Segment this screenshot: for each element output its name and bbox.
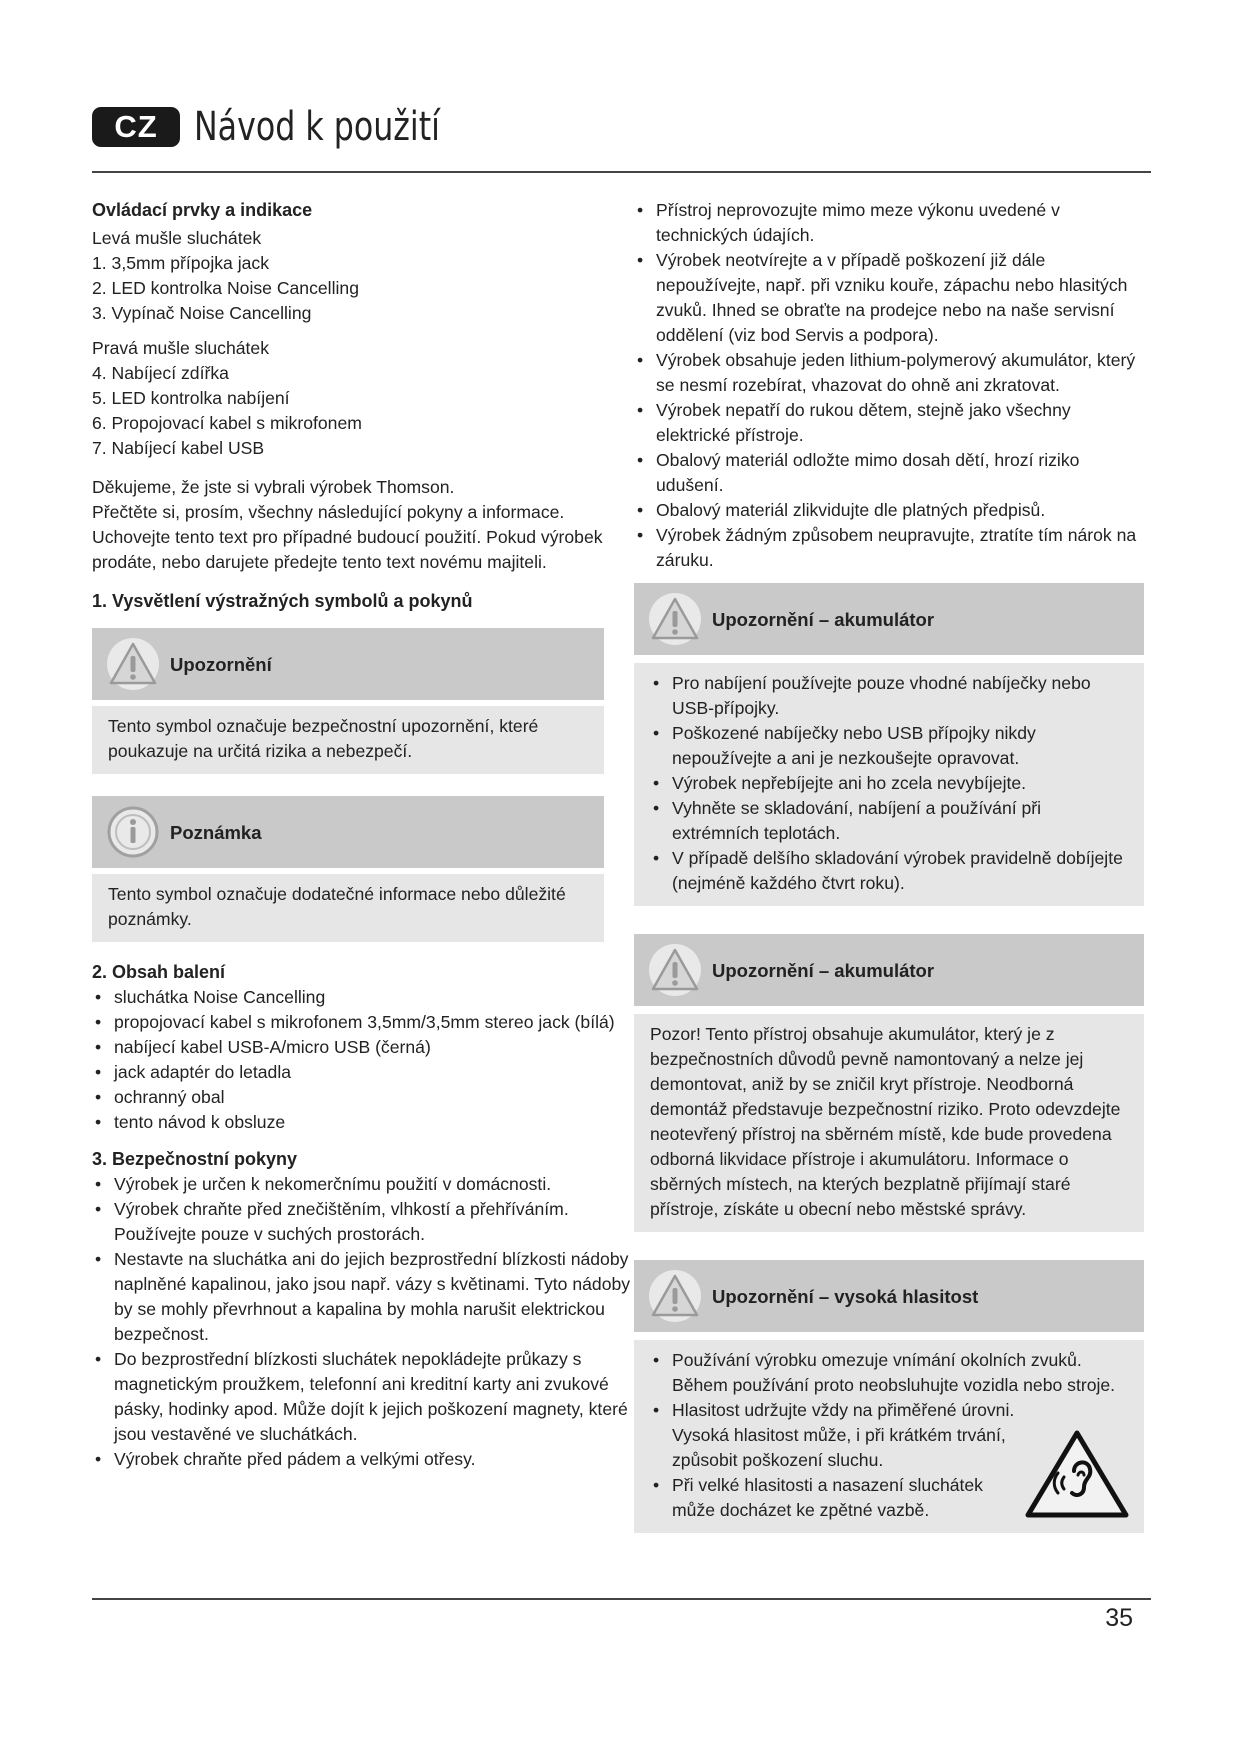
safety-list bbox=[92, 1172, 636, 1472]
note-box bbox=[92, 796, 604, 942]
warning-triangle-icon bbox=[106, 637, 160, 691]
list-item: • Obalový materiál zlikvidujte dle platných předpisů. bbox=[634, 498, 1144, 523]
header-rule bbox=[92, 171, 1151, 173]
intro-text: Přečtěte si, prosím, všechny následující pokyny a informace. bbox=[92, 502, 565, 522]
volume-warning-title: Upozornění – vysoká hlasitost bbox=[712, 1285, 979, 1307]
right-cup-title: Pravá mušle sluchátek bbox=[92, 338, 269, 358]
list-item: • Vyhněte se skladování, nabíjení a používání při extrémních teplotách. bbox=[650, 796, 1128, 846]
control-item: 3. Vypínač Noise Cancelling bbox=[92, 303, 312, 323]
right-column bbox=[634, 198, 1144, 1533]
list-item: • ochranný obal bbox=[92, 1085, 636, 1110]
warning-box-text: Tento symbol označuje bezpečnostní upozornění, které poukazuje na určitá rizika a nebezpečí. bbox=[92, 706, 604, 774]
page-title: Návod k použití bbox=[194, 104, 440, 150]
list-item: • Přístroj neprovozujte mimo meze výkonu uvedené v technických údajích. bbox=[634, 198, 1144, 248]
left-column bbox=[92, 198, 636, 1472]
list-item: • nabíjecí kabel USB-A/micro USB (černá) bbox=[92, 1035, 636, 1060]
list-item: • tento návod k obsluze bbox=[92, 1110, 636, 1135]
warning-triangle-icon bbox=[648, 592, 702, 646]
hearing-damage-icon bbox=[1022, 1427, 1132, 1523]
battery-disposal-header bbox=[634, 934, 1144, 1006]
control-item: 1. 3,5mm přípojka jack bbox=[92, 253, 269, 273]
note-box-header bbox=[92, 796, 604, 868]
section3-heading: 3. Bezpečnostní pokyny bbox=[92, 1149, 298, 1169]
package-list bbox=[92, 985, 636, 1135]
list-item: • Hlasitost udržujte vždy na přiměřené úrovni. Vysoká hlasitost může, i při krátkém trvání, způsobit poškození sluchu. bbox=[650, 1398, 1128, 1473]
list-item: • Výrobek žádným způsobem neupravujte, ztratíte tím nárok na záruku. bbox=[634, 523, 1144, 573]
intro-text: Děkujeme, že jste si vybrali výrobek Thomson. bbox=[92, 477, 455, 497]
list-item: • Výrobek obsahuje jeden lithium-polymerový akumulátor, který se nesmí rozebírat, vhazovat do ohně ani zkratovat. bbox=[634, 348, 1144, 398]
warning-triangle-icon bbox=[648, 1269, 702, 1323]
list-item: • V případě delšího skladování výrobek pravidelně dobíjejte (nejméně každého čtvrt roku). bbox=[650, 846, 1128, 896]
note-box-title: Poznámka bbox=[170, 821, 262, 843]
control-item: 4. Nabíjecí zdířka bbox=[92, 363, 229, 383]
list-item: • Výrobek neotvírejte a v případě poškození již dále nepoužívejte, např. při vzniku kouře, zápachu nebo hlasitých zvuků. Ihned se obraťte na prodejce nebo na naše servisní oddělení (viz bod Servis a podpora). bbox=[634, 248, 1144, 348]
list-item: • Pro nabíjení používejte pouze vhodné nabíječky nebo USB-přípojky. bbox=[650, 671, 1128, 721]
left-cup-title: Levá mušle sluchátek bbox=[92, 228, 262, 248]
battery-disposal-box bbox=[634, 934, 1144, 1232]
list-item: • Nestavte na sluchátka ani do jejich bezprostřední blízkosti nádoby naplněné kapalinou, jako jsou např. vázy s květinami. Tyto nádoby by se mohly převrhnout a kapalina by mohla narušit elektrickou bezpečnost. bbox=[92, 1247, 636, 1347]
list-item: • Výrobek chraňte před pádem a velkými otřesy. bbox=[92, 1447, 636, 1472]
list-item: • Obalový materiál odložte mimo dosah dětí, hrozí riziko udušení. bbox=[634, 448, 1144, 498]
list-item: • Výrobek nepatří do rukou dětem, stejně jako všechny elektrické přístroje. bbox=[634, 398, 1144, 448]
list-item: • Výrobek je určen k nekomerčnímu použití v domácnosti. bbox=[92, 1172, 636, 1197]
page-header bbox=[92, 104, 473, 150]
list-item: • Poškozené nabíječky nebo USB přípojky nikdy nepoužívejte a ani je nezkoušejte opravovat. bbox=[650, 721, 1128, 771]
battery-disposal-title: Upozornění – akumulátor bbox=[712, 959, 935, 981]
list-item: • Při velké hlasitosti a nasazení sluchátek může docházet ke zpětné vazbě. bbox=[650, 1473, 1128, 1523]
control-item: 6. Propojovací kabel s mikrofonem bbox=[92, 413, 362, 433]
page-number: 35 bbox=[1105, 1604, 1133, 1632]
list-item: • jack adaptér do letadla bbox=[92, 1060, 636, 1085]
list-item: • propojovací kabel s mikrofonem 3,5mm/3,5mm stereo jack (bílá) bbox=[92, 1010, 636, 1035]
footer-rule bbox=[92, 1598, 1151, 1600]
info-icon bbox=[106, 805, 160, 859]
warning-box-header bbox=[92, 628, 604, 700]
control-item: 2. LED kontrolka Noise Cancelling bbox=[92, 278, 359, 298]
list-item: • sluchátka Noise Cancelling bbox=[92, 985, 636, 1010]
warning-triangle-icon bbox=[648, 943, 702, 997]
volume-warning-box bbox=[634, 1260, 1144, 1533]
note-box-text: Tento symbol označuje dodatečné informace nebo důležité poznámky. bbox=[92, 874, 604, 942]
volume-warning-header bbox=[634, 1260, 1144, 1332]
list-item: • Do bezprostřední blízkosti sluchátek nepokládejte průkazy s magnetickým proužkem, telefonní ani kreditní karty ani zvukové pásky, hodinky apod. Může dojít k jejich poškození magnety, které jsou vestavěné ve sluchátkách. bbox=[92, 1347, 636, 1447]
battery-warning-header bbox=[634, 583, 1144, 655]
section1-heading: 1. Vysvětlení výstražných symbolů a pokynů bbox=[92, 591, 473, 611]
warning-box-title: Upozornění bbox=[170, 653, 272, 675]
section2-heading: 2. Obsah balení bbox=[92, 962, 226, 982]
battery-warning-list bbox=[650, 671, 1128, 896]
battery-disposal-text: Pozor! Tento přístroj obsahuje akumulátor, který je z bezpečnostních důvodů pevně namontovaný a nelze jej demontovat, aniž by se zničil kryt přístroje. Neodborná demontáž představuje bezpečnostní riziko. Proto odevzdejte neotevřený přístroj na sběrném místě, kde bude provedena odborná likvidace přístroje i akumulátoru. Informace o sběrných místech, na kterých bezplatně přijímají staré přístroje, získáte u obecní nebo městské správy. bbox=[634, 1014, 1144, 1232]
safety-list-continued bbox=[634, 198, 1144, 573]
battery-warning-box bbox=[634, 583, 1144, 906]
list-item: • Výrobek chraňte před znečištěním, vlhkostí a přehříváním. Používejte pouze v suchých prostorách. bbox=[92, 1197, 636, 1247]
list-item: • Výrobek nepřebíjejte ani ho zcela nevybíjejte. bbox=[650, 771, 1128, 796]
list-item: • Používání výrobku omezuje vnímání okolních zvuků. Během používání proto neobsluhujte vozidla nebo stroje. bbox=[650, 1348, 1128, 1398]
intro-text: Uchovejte tento text pro případné budoucí použití. Pokud výrobek prodáte, nebo darujete předejte tento text novému majiteli. bbox=[92, 527, 603, 572]
language-badge: CZ bbox=[92, 107, 180, 147]
control-item: 7. Nabíjecí kabel USB bbox=[92, 438, 265, 458]
battery-warning-title: Upozornění – akumulátor bbox=[712, 608, 935, 630]
warning-box bbox=[92, 628, 604, 774]
control-item: 5. LED kontrolka nabíjení bbox=[92, 388, 290, 408]
controls-heading: Ovládací prvky a indikace bbox=[92, 200, 313, 220]
